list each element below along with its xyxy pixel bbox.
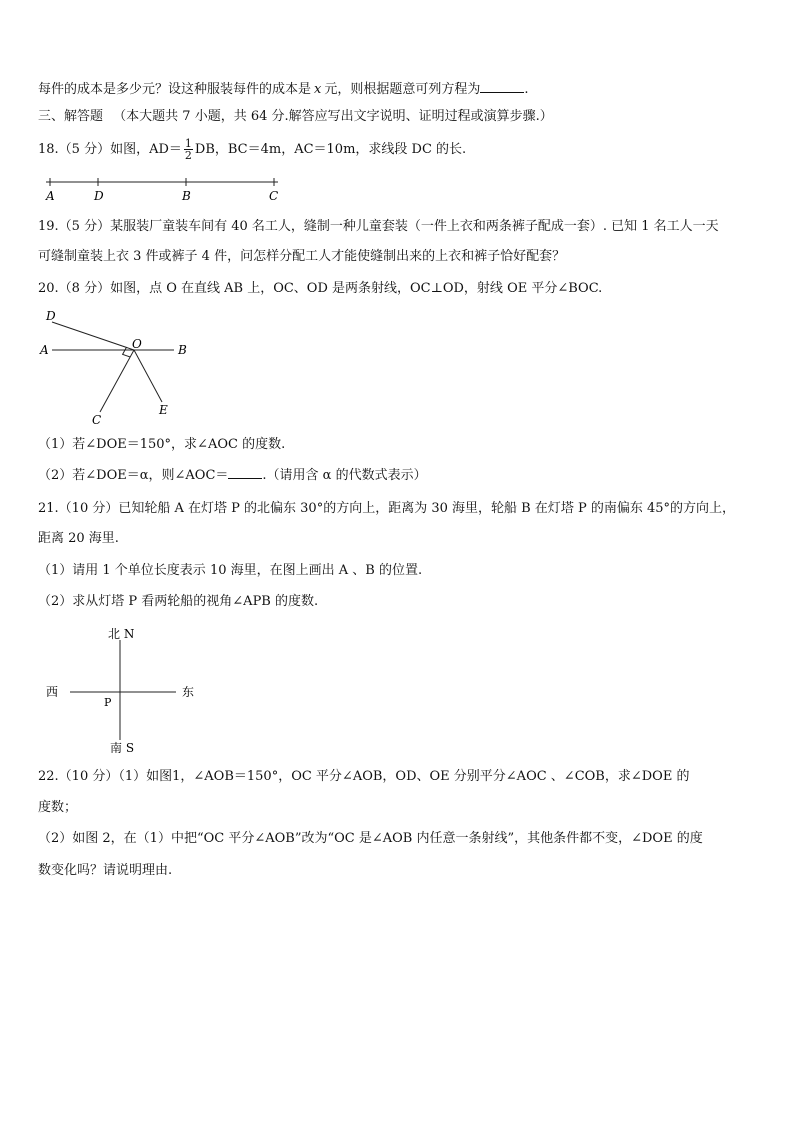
q21-south-label: 南 S <box>110 741 135 755</box>
q18-label-a: A <box>46 189 55 203</box>
q18-text: DB，BC＝4m，AC＝10m，求线段 DC 的长. <box>194 142 467 157</box>
q21-line2: 距离 20 海里. <box>38 531 119 546</box>
q21-part1: （1）请用 1 个单位长度表示 10 海里，在图上画出 A 、B 的位置. <box>38 563 423 578</box>
q21-part2: （2）求从灯塔 P 看两轮船的视角∠APB 的度数. <box>38 594 319 609</box>
q17-var: x <box>314 82 322 97</box>
q19-line2: 可缝制童装上衣 3 件或裤子 4 件，问怎样分配工人才能使缝制出来的上衣和裤子恰好配套？ <box>38 249 566 264</box>
q20-angle-figure <box>38 304 198 426</box>
q18-num: 18.（5 分）如图，AD＝ <box>38 142 182 157</box>
q22-line2: 度数； <box>38 800 78 815</box>
section3-header <box>38 108 553 126</box>
q18-label-c: C <box>269 189 279 203</box>
q22-line1: 22.（10 分）（1）如图1，∠AOB＝150°，OC 平分∠AOB，OD、OE 分别平分∠AOC 、∠COB，求∠DOE 的 <box>38 769 690 784</box>
q20-part2-b: .（请用含 α 的代数式表示） <box>262 468 427 483</box>
q21-west-label: 西 <box>46 685 59 699</box>
q20-part2-a: （2）若∠DOE＝α，则∠AOC＝ <box>38 468 229 483</box>
q20-part1: （1）若∠DOE＝150°，求∠AOC 的度数. <box>38 437 286 452</box>
q17-answer-blank[interactable] <box>480 80 524 93</box>
q21-east-label: 东 <box>182 685 195 699</box>
q20-label-c: C <box>92 413 102 427</box>
q21-line1: 21.（10 分）已知轮船 A 在灯塔 P 的北偏东 30°的方向上，距离为 30 海里，轮船 B 在灯塔 P 的南偏东 45°的方向上， <box>38 501 735 516</box>
q18-statement <box>38 138 466 161</box>
q20-label-o: O <box>132 337 142 351</box>
q20-label-a: A <box>40 343 49 357</box>
q17-text-a: 每件的成本是多少元？设这种服装每件的成本是 <box>38 82 312 97</box>
q22-line4: 数变化吗？请说明理由. <box>38 863 173 878</box>
q22-line3: （2）如图 2，在（1）中把“OC 平分∠AOB”改为“OC 是∠AOB 内任意一条射线”，其他条件都不变，∠DOE 的度 <box>38 831 703 846</box>
q19-line1: 19.（5 分）某服装厂童装车间有 40 名工人，缝制一种儿童套装（一件上衣和两条裤子配成一套）. 已知 1 名工人一天 <box>38 219 719 234</box>
q18-frac-den: 2 <box>184 149 192 162</box>
q21-center-label: P <box>104 696 112 709</box>
q20-statement: 20.（8 分）如图，点 O 在直线 AB 上，OC、OD 是两条射线，OC⊥OD，射线 OE 平分∠BOC. <box>38 281 603 296</box>
q21-north-label: 北 N <box>108 627 135 641</box>
q20-label-b: B <box>178 343 187 357</box>
q17-text-c: . <box>524 82 529 97</box>
q20-label-d: D <box>46 309 56 323</box>
q21-compass-figure <box>40 624 210 756</box>
q17-tail-line <box>38 80 529 99</box>
q18-label-d: D <box>94 189 104 203</box>
q18-label-b: B <box>182 189 191 203</box>
q18-segment-figure <box>38 172 288 204</box>
q17-text-b: 元，则根据题意可列方程为 <box>324 82 481 97</box>
q18-frac-num: 1 <box>184 137 192 150</box>
section3-title: 三、解答题 <box>38 109 104 124</box>
q20-answer-blank[interactable] <box>228 466 262 479</box>
q20-label-e: E <box>159 403 168 417</box>
section3-note: （本大题共 7 小题，共 64 分.解答应写出文字说明、证明过程或演算步骤.） <box>113 109 553 124</box>
q20-part2 <box>38 466 427 485</box>
q18-fraction <box>184 138 193 161</box>
